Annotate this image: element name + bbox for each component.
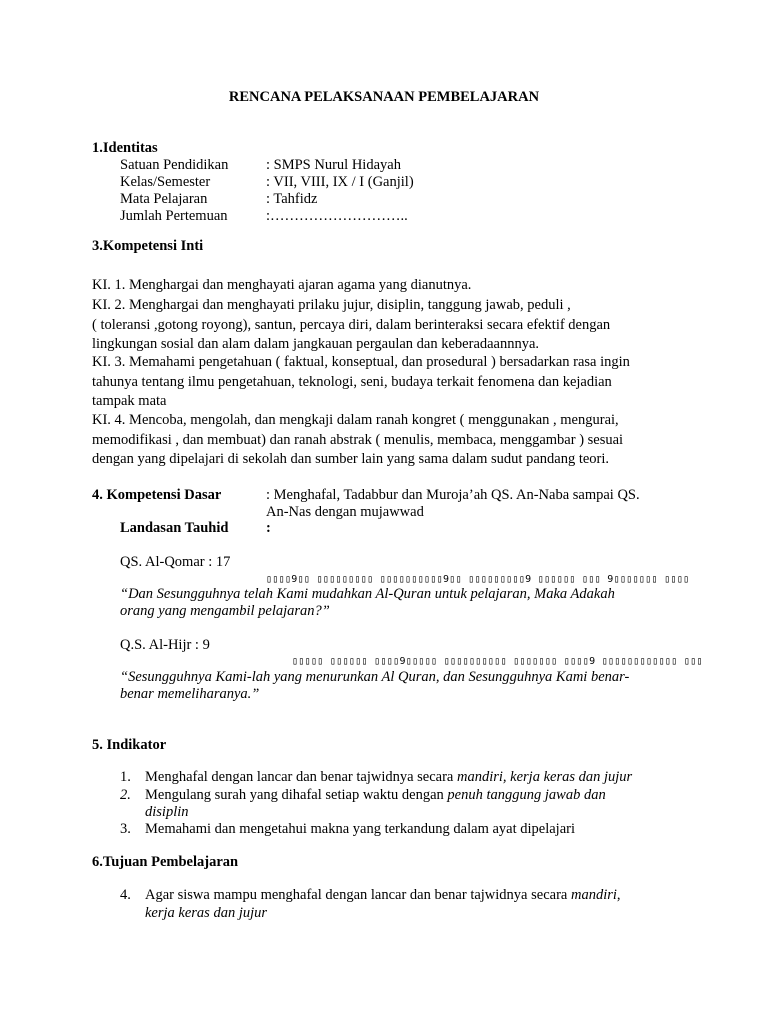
verse-arabic-text: ▯▯▯▯9▯▯ ▯▯▯▯▯▯▯▯▯ ▯▯▯▯▯▯▯▯▯▯9▯▯ ▯▯▯▯▯▯▯▯▯9 ▯▯▯▯▯▯ ▯▯▯ 9▯▯▯▯▯▯▯ ▯▯▯▯: [266, 574, 690, 585]
list-item-number: 2.: [120, 787, 131, 803]
verse-translation-cont: benar memeliharanya.”: [120, 686, 260, 702]
ki-line: lingkungan sosial dan alam dalam jangkauan pergaulan dan keberadaannnya.: [92, 336, 540, 352]
ki-line: KI. 3. Memahami pengetahuan ( faktual, konseptual, dan prosedural ) bersadarkan rasa ingin: [92, 354, 630, 370]
ki-line: KI. 2. Menghargai dan menghayati prilaku jujur, disiplin, tanggung jawab, peduli ,: [92, 297, 571, 313]
landasan-tauhid-colon: :: [266, 520, 271, 536]
identitas-heading-text: Identitas: [102, 140, 158, 156]
list-item-text: Memahami dan mengetahui makna yang terkandung dalam ayat dipelajari: [145, 821, 576, 837]
list-item-emphasis-cont: disiplin: [145, 804, 189, 820]
identitas-heading-number: 1.: [92, 140, 103, 156]
verse-translation-cont: orang yang mengambil pelajaran?”: [120, 603, 330, 619]
ki-line: tampak mata: [92, 393, 167, 409]
kompetensi-dasar-value-cont: An-Nas dengan mujawwad: [266, 504, 424, 520]
indikator-heading: 5. Indikator: [92, 737, 167, 753]
landasan-tauhid-label: Landasan Tauhid: [120, 520, 229, 536]
ki-line: ( toleransi ,gotong royong), santun, percaya diri, dalam berinteraksi secara efektif dengan: [92, 317, 611, 333]
list-item-emphasis-cont: kerja keras dan jujur: [145, 905, 268, 921]
list-item-number: 4.: [120, 887, 131, 903]
page-title: RENCANA PELAKSANAAN PEMBELAJARAN: [228, 89, 540, 105]
ki-line: memodifikasi , dan membuat) dan ranah abstrak ( menulis, membaca, menggambar ) sesuai: [92, 432, 624, 448]
identitas-label-pertemuan: Jumlah Pertemuan: [120, 208, 228, 224]
identitas-value-satuan: : SMPS Nurul Hidayah: [266, 157, 401, 173]
list-item-emphasis: mandiri: [570, 887, 617, 903]
identitas-value-kelas: : VII, VIII, IX / I (Ganjil): [266, 174, 414, 190]
ki-line: KI. 4. Mencoba, mengolah, dan mengkaji dalam ranah kongret ( menggunakan , mengurai,: [92, 412, 619, 428]
list-item-number: 1.: [120, 769, 131, 785]
identitas-heading: [92, 139, 158, 157]
list-item-number: 3.: [120, 821, 131, 837]
verse-translation: “Sesungguhnya Kami-lah yang menurunkan Al Quran, dan Sesungguhnya Kami benar-: [120, 669, 630, 685]
kompetensi-dasar-heading: 4. Kompetensi Dasar: [92, 487, 222, 503]
identitas-label-kelas: Kelas/Semester: [120, 174, 211, 190]
verse-reference: Q.S. Al-Hijr : 9: [120, 637, 210, 653]
list-item-text: Agar siswa mampu menghafal dengan lancar dan benar tajwidnya secara: [145, 887, 571, 903]
list-item-tail: ,: [616, 887, 621, 903]
identitas-label-satuan: Satuan Pendidikan: [120, 157, 229, 173]
kompetensi-inti-heading: 3.Kompetensi Inti: [92, 238, 204, 254]
identitas-label-mapel: Mata Pelajaran: [120, 191, 208, 207]
list-item-emphasis: mandiri, kerja keras dan jujur: [457, 769, 633, 785]
list-item-text: Menghafal dengan lancar dan benar tajwidnya secara: [145, 769, 457, 785]
list-item: [145, 768, 632, 786]
ki-line: dengan yang dipelajari di sekolah dan sumber lain yang sama dalam sudut pandang teori.: [92, 451, 610, 467]
list-item-text: Mengulang surah yang dihafal setiap waktu dengan: [145, 787, 448, 803]
list-item: [145, 820, 575, 838]
verse-arabic-text: ▯▯▯▯▯ ▯▯▯▯▯▯ ▯▯▯▯9▯▯▯▯▯ ▯▯▯▯▯▯▯▯▯▯ ▯▯▯▯▯▯▯ ▯▯▯▯9 ▯▯▯▯▯▯▯▯▯▯▯▯ ▯▯▯: [292, 656, 703, 667]
ki-line: tahunya tentang ilmu pengetahuan, teknologi, seni, budaya terkait fenomena dan kejadian: [92, 374, 612, 390]
ki-line: KI. 1. Menghargai dan menghayati ajaran agama yang dianutnya.: [92, 277, 472, 293]
kompetensi-dasar-value: : Menghafal, Tadabbur dan Muroja’ah QS. An-Naba sampai QS.: [266, 487, 640, 503]
identitas-value-mapel: : Tahfidz: [266, 191, 318, 207]
list-item: [145, 786, 606, 804]
list-item: [145, 886, 621, 904]
verse-translation: “Dan Sesungguhnya telah Kami mudahkan Al-Quran untuk pelajaran, Maka Adakah: [120, 586, 615, 602]
list-item-emphasis: penuh tanggung jawab dan: [447, 787, 606, 803]
verse-reference: QS. Al-Qomar : 17: [120, 554, 231, 570]
tujuan-heading: 6.Tujuan Pembelajaran: [92, 854, 239, 870]
identitas-value-pertemuan: :………………………..: [266, 208, 408, 224]
